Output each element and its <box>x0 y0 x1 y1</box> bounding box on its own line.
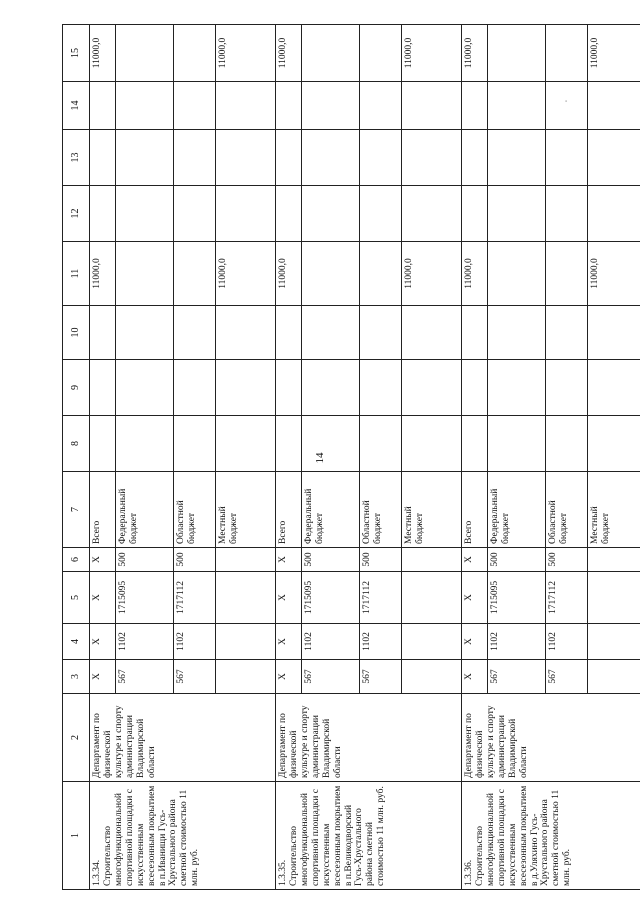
cell-col-11: 11000,0 <box>588 242 640 306</box>
cell-col-15: 11000,0 <box>216 25 276 82</box>
cell-col-14 <box>276 82 302 130</box>
page-number: 14 <box>314 452 326 464</box>
cell-col-15: 11000,0 <box>402 25 462 82</box>
cell-col-13 <box>116 130 174 186</box>
cell-col-10 <box>546 306 588 360</box>
cell-col-5: 1717112 <box>360 572 402 624</box>
cell-col-14 <box>488 82 546 130</box>
cell-col-11: 11000,0 <box>402 242 462 306</box>
cell-col-12 <box>360 186 402 242</box>
cell-col-7: Федеральный бюджет <box>302 472 360 548</box>
cell-col-15: 11000,0 <box>588 25 640 82</box>
cell-col-10 <box>588 306 640 360</box>
cell-col-4 <box>588 624 640 660</box>
cell-col-8 <box>360 416 402 472</box>
header-cell: 6 <box>63 548 90 572</box>
table-row <box>90 25 116 890</box>
cell-col-8 <box>302 416 360 472</box>
cell-col-12 <box>90 186 116 242</box>
cell-col-14 <box>216 82 276 130</box>
cell-col-11: 11000,0 <box>276 242 302 306</box>
cell-col-9 <box>90 360 116 416</box>
header-row <box>63 25 90 890</box>
cell-col-11 <box>360 242 402 306</box>
cell-col-9 <box>588 360 640 416</box>
cell-col-6: 500 <box>360 548 402 572</box>
cell-col-7: Местный бюджет <box>216 472 276 548</box>
cell-col-12 <box>302 186 360 242</box>
cell-col-14 <box>174 82 216 130</box>
cell-col-4: 1102 <box>302 624 360 660</box>
cell-col-12 <box>402 186 462 242</box>
header-cell: 5 <box>63 572 90 624</box>
cell-col-8 <box>546 416 588 472</box>
table-row <box>276 25 302 890</box>
cell-col-3: 567 <box>360 660 402 694</box>
cell-col-10 <box>360 306 402 360</box>
project-description: Строительство многофункциональной спортивной площадки с искусственным всесезонным покрытием в п.Иванищи Гусь-Хрустального района сметной стоимостью 11 млн. руб. <box>102 785 201 886</box>
cell-col-6 <box>216 548 276 572</box>
cell-col-10 <box>116 306 174 360</box>
cell-col-7: Областной бюджет <box>546 472 588 548</box>
cell-col-13 <box>402 130 462 186</box>
cell-col-10 <box>90 306 116 360</box>
cell-col-7: Федеральный бюджет <box>116 472 174 548</box>
cell-col-4 <box>402 624 462 660</box>
project-cell <box>276 782 462 890</box>
cell-col-6: 500 <box>116 548 174 572</box>
cell-col-15: 11000,0 <box>462 25 488 82</box>
cell-col-7: Всего <box>276 472 302 548</box>
cell-col-15 <box>174 25 216 82</box>
cell-col-9 <box>488 360 546 416</box>
cell-col-13 <box>588 130 640 186</box>
cell-col-7: Местный бюджет <box>402 472 462 548</box>
cell-col-13 <box>546 130 588 186</box>
header-cell: 15 <box>63 25 90 82</box>
cell-col-15 <box>546 25 588 82</box>
cell-col-9 <box>302 360 360 416</box>
cell-col-11 <box>488 242 546 306</box>
cell-col-13 <box>360 130 402 186</box>
budget-table <box>62 24 640 890</box>
cell-col-4: X <box>276 624 302 660</box>
cell-col-15 <box>360 25 402 82</box>
cell-col-12 <box>174 186 216 242</box>
cell-col-14 <box>360 82 402 130</box>
cell-col-11: 11000,0 <box>216 242 276 306</box>
cell-col-9 <box>116 360 174 416</box>
cell-col-3: X <box>90 660 116 694</box>
cell-col-10 <box>402 306 462 360</box>
cell-col-13 <box>174 130 216 186</box>
cell-col-6: 500 <box>174 548 216 572</box>
cell-col-12 <box>588 186 640 242</box>
cell-col-6: X <box>90 548 116 572</box>
cell-col-3: 567 <box>302 660 360 694</box>
cell-col-5: 1717112 <box>546 572 588 624</box>
cell-col-5: X <box>276 572 302 624</box>
cell-col-4: 1102 <box>174 624 216 660</box>
executor-cell: Департамент по физической культуре и спорту администрации Владимирской области <box>462 694 640 782</box>
cell-col-11 <box>174 242 216 306</box>
cell-col-12 <box>276 186 302 242</box>
cell-col-7: Областной бюджет <box>360 472 402 548</box>
executor-cell: Департамент по физической культуре и спорту администрации Владимирской области <box>276 694 462 782</box>
header-cell: 4 <box>63 624 90 660</box>
header-cell: 12 <box>63 186 90 242</box>
cell-col-14 <box>116 82 174 130</box>
cell-col-15: 11000,0 <box>276 25 302 82</box>
project-description: Строительство многофункциональной спортивной площадки с искусственным всесезонным покрытием в п.Великодворский Гусь-Хрустального района сметной стоимостью 11 млн. руб. <box>288 785 387 886</box>
cell-col-4: 1102 <box>488 624 546 660</box>
cell-col-12 <box>216 186 276 242</box>
cell-col-8 <box>402 416 462 472</box>
cell-col-9 <box>402 360 462 416</box>
cell-col-8 <box>116 416 174 472</box>
cell-col-6: 500 <box>302 548 360 572</box>
cell-col-13 <box>90 130 116 186</box>
cell-col-5: 1715095 <box>302 572 360 624</box>
cell-col-11 <box>116 242 174 306</box>
cell-col-9 <box>216 360 276 416</box>
cell-col-9 <box>360 360 402 416</box>
cell-col-7: Всего <box>90 472 116 548</box>
header-cell: 7 <box>63 472 90 548</box>
cell-col-10 <box>216 306 276 360</box>
cell-col-8 <box>488 416 546 472</box>
cell-col-3: 567 <box>488 660 546 694</box>
cell-col-8 <box>216 416 276 472</box>
project-code: 1.3.34. <box>92 859 102 886</box>
cell-col-3 <box>216 660 276 694</box>
cell-col-11 <box>302 242 360 306</box>
cell-col-14 <box>402 82 462 130</box>
cell-col-4: X <box>90 624 116 660</box>
cell-col-8 <box>90 416 116 472</box>
cell-col-12 <box>546 186 588 242</box>
cell-col-8 <box>174 416 216 472</box>
header-cell: 10 <box>63 306 90 360</box>
cell-col-3 <box>402 660 462 694</box>
cell-col-10 <box>276 306 302 360</box>
header-cell: 11 <box>63 242 90 306</box>
project-code: 1.3.36. <box>464 859 474 886</box>
cell-col-3: 567 <box>116 660 174 694</box>
cell-col-11: 11000,0 <box>90 242 116 306</box>
cell-col-5: 1715095 <box>116 572 174 624</box>
cell-col-7: Всего <box>462 472 488 548</box>
cell-col-9 <box>546 360 588 416</box>
cell-col-13 <box>462 130 488 186</box>
cell-col-7: Местный бюджет <box>588 472 640 548</box>
cell-col-6: 500 <box>488 548 546 572</box>
cell-col-5 <box>216 572 276 624</box>
cell-col-14 <box>462 82 488 130</box>
project-description: Строительство многофункциональной спортивной площадки с искусственным всесезонным покрытием в д.Уляхино Гусь-Хрустального района сметной стоимостью 11 млн. руб. <box>474 785 573 886</box>
cell-col-15 <box>116 25 174 82</box>
cell-col-14 <box>302 82 360 130</box>
executor-cell: Департамент по физической культуре и спорту администрации Владимирской области <box>90 694 276 782</box>
cell-col-13 <box>216 130 276 186</box>
cell-col-14 <box>588 82 640 130</box>
cell-col-10 <box>462 306 488 360</box>
scan-mark: ⸱ <box>565 97 568 106</box>
cell-col-12 <box>462 186 488 242</box>
cell-col-7: Федеральный бюджет <box>488 472 546 548</box>
project-cell <box>90 782 276 890</box>
cell-col-6 <box>402 548 462 572</box>
cell-col-8 <box>588 416 640 472</box>
header-cell: 2 <box>63 694 90 782</box>
header-cell: 13 <box>63 130 90 186</box>
project-cell <box>462 782 640 890</box>
cell-col-3 <box>588 660 640 694</box>
cell-col-3: X <box>462 660 488 694</box>
cell-col-6: 500 <box>546 548 588 572</box>
cell-col-4: 1102 <box>546 624 588 660</box>
cell-col-5: X <box>462 572 488 624</box>
cell-col-10 <box>488 306 546 360</box>
cell-col-10 <box>302 306 360 360</box>
header-cell: 1 <box>63 782 90 890</box>
cell-col-5: 1717112 <box>174 572 216 624</box>
cell-col-11 <box>546 242 588 306</box>
cell-col-4 <box>216 624 276 660</box>
cell-col-15 <box>302 25 360 82</box>
cell-col-9 <box>462 360 488 416</box>
header-cell: 14 <box>63 82 90 130</box>
table-row <box>462 25 488 890</box>
header-cell: 9 <box>63 360 90 416</box>
cell-col-13 <box>302 130 360 186</box>
cell-col-4: 1102 <box>360 624 402 660</box>
header-cell: 8 <box>63 416 90 472</box>
cell-col-11: 11000,0 <box>462 242 488 306</box>
cell-col-15: 11000,0 <box>90 25 116 82</box>
cell-col-9 <box>174 360 216 416</box>
cell-col-13 <box>488 130 546 186</box>
cell-col-8 <box>276 416 302 472</box>
cell-col-14 <box>90 82 116 130</box>
cell-col-9 <box>276 360 302 416</box>
rotated-table-wrapper <box>62 25 627 890</box>
cell-col-3: X <box>276 660 302 694</box>
cell-col-8 <box>462 416 488 472</box>
cell-col-6 <box>588 548 640 572</box>
cell-col-12 <box>488 186 546 242</box>
cell-col-6: X <box>462 548 488 572</box>
cell-col-4: 1102 <box>116 624 174 660</box>
cell-col-5: 1715095 <box>488 572 546 624</box>
cell-col-4: X <box>462 624 488 660</box>
cell-col-13 <box>276 130 302 186</box>
project-code: 1.3.35. <box>278 859 288 886</box>
cell-col-12 <box>116 186 174 242</box>
cell-col-7: Областной бюджет <box>174 472 216 548</box>
header-cell: 3 <box>63 660 90 694</box>
cell-col-10 <box>174 306 216 360</box>
cell-col-15 <box>488 25 546 82</box>
cell-col-3: 567 <box>546 660 588 694</box>
cell-col-6: X <box>276 548 302 572</box>
cell-col-5 <box>588 572 640 624</box>
cell-col-5: X <box>90 572 116 624</box>
cell-col-5 <box>402 572 462 624</box>
cell-col-3: 567 <box>174 660 216 694</box>
